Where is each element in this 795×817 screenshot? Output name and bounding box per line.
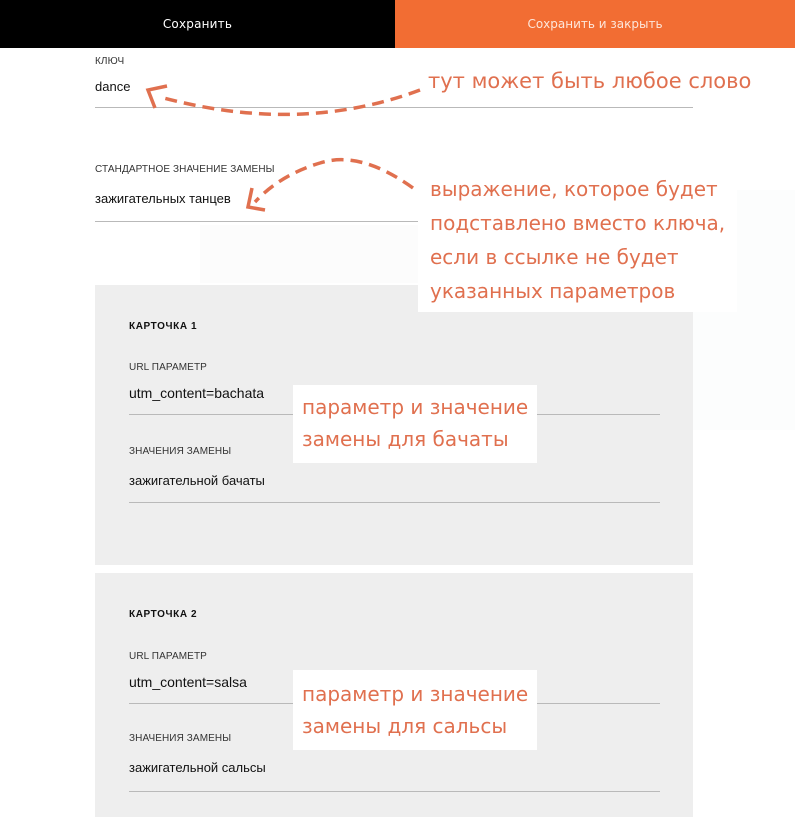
faded-background-panel	[200, 225, 430, 283]
card-1-title: КАРТОЧКА 1	[129, 321, 198, 332]
annotation-default-note	[418, 170, 737, 312]
annotation-key-note: тут может быть любое слово	[428, 69, 752, 93]
annotation-line: выражение, которое будет	[430, 177, 718, 201]
key-label: КЛЮЧ	[95, 56, 125, 67]
replacement-label: ЗНАЧЕНИЯ ЗАМЕНЫ	[129, 733, 232, 744]
annotation-line: замены для сальсы	[302, 714, 508, 738]
annotation-card-2-note	[293, 670, 537, 750]
card-1-replacement-input[interactable]	[129, 471, 660, 489]
toolbar	[0, 0, 795, 48]
save-and-close-button[interactable]: Сохранить и закрыть	[395, 0, 795, 48]
annotation-line: подставлено вместо ключа,	[430, 211, 726, 235]
url-param-label: URL ПАРАМЕТР	[129, 362, 207, 373]
replacement-label: ЗНАЧЕНИЯ ЗАМЕНЫ	[129, 446, 232, 457]
annotation-card-1-note	[293, 385, 537, 463]
annotation-line: если в ссылке не будет	[430, 245, 679, 269]
card-2-replacement-input[interactable]	[129, 758, 660, 776]
save-button[interactable]: Сохранить	[0, 0, 395, 48]
annotation-line: указанных параметров	[430, 279, 676, 303]
annotation-line: параметр и значение	[302, 682, 529, 706]
replacement-underline	[129, 502, 660, 503]
annotation-line: замены для бачаты	[302, 427, 509, 451]
annotation-line: параметр и значение	[302, 395, 529, 419]
replacement-underline	[129, 791, 660, 792]
url-param-label: URL ПАРАМЕТР	[129, 651, 207, 662]
default-value-label: СТАНДАРТНОЕ ЗНАЧЕНИЕ ЗАМЕНЫ	[95, 164, 275, 175]
card-2-title: КАРТОЧКА 2	[129, 609, 198, 620]
key-underline	[95, 107, 693, 108]
